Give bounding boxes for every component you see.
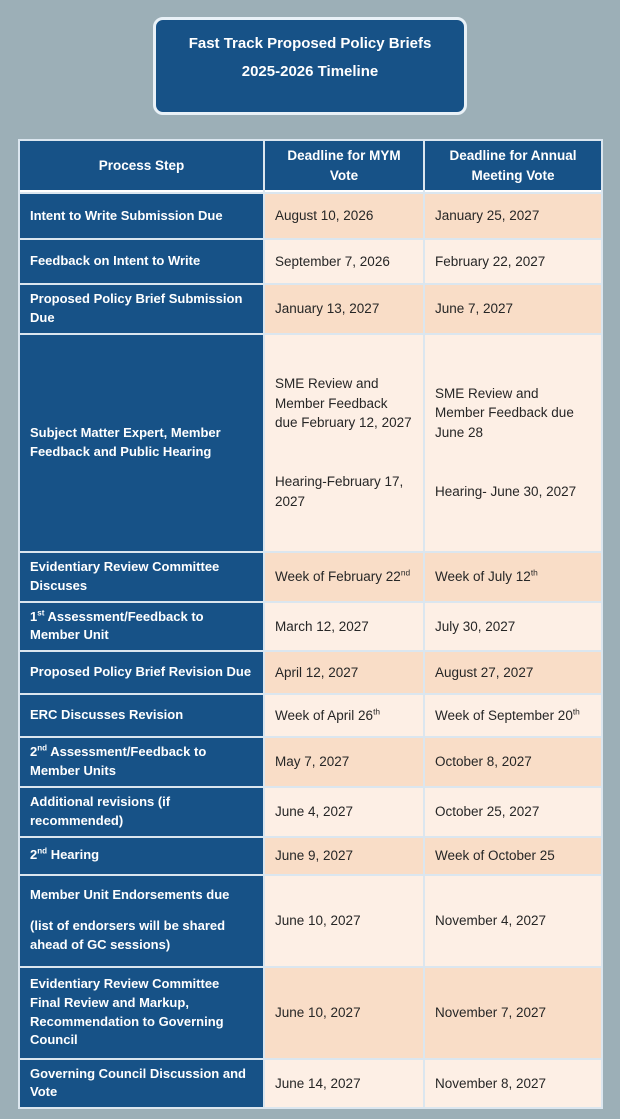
text-segment: Deadline for Annual Meeting Vote <box>449 148 577 183</box>
text-segment: Member Unit Endorsements due <box>30 887 230 903</box>
text-segment: Deadline for MYM Vote <box>287 148 401 183</box>
annual-deadline-cell <box>425 603 601 651</box>
annual-deadline-cell <box>425 1060 601 1108</box>
annual-deadline-cell <box>425 285 601 333</box>
process-step-cell <box>20 652 263 693</box>
text-segment: Feedback on Intent to Write <box>30 253 201 269</box>
annual-deadline-cell <box>425 335 601 551</box>
text-segment: January 25, 2027 <box>435 208 540 224</box>
mym-deadline-cell <box>265 838 423 874</box>
process-step-cell <box>20 788 263 836</box>
text-segment: Week of April 26 <box>275 707 374 723</box>
mym-deadline-cell <box>265 738 423 786</box>
mym-deadline-cell <box>265 194 423 238</box>
text-segment: August 10, 2026 <box>275 208 374 224</box>
ordinal-superscript: nd <box>400 567 411 578</box>
mym-deadline-cell <box>265 335 423 551</box>
ordinal-superscript: st <box>37 608 45 618</box>
process-step-cell <box>20 553 263 601</box>
ordinal-superscript: nd <box>37 743 48 753</box>
mym-deadline-cell <box>265 1060 423 1108</box>
text-segment: Hearing-February 17, 2027 <box>275 474 404 509</box>
page-title-line-2: 2025-2026 Timeline <box>241 63 379 80</box>
text-segment: October 8, 2027 <box>435 754 532 770</box>
text-segment: Week of July 12 <box>435 568 531 584</box>
mym-deadline-cell <box>265 553 423 601</box>
header-cell-process-step <box>20 141 263 192</box>
text-segment: November 7, 2027 <box>435 1004 547 1020</box>
page-title-line-1: Fast Track Proposed Policy Briefs <box>188 35 432 52</box>
text-segment: June 10, 2027 <box>275 1004 361 1020</box>
text-segment: Week of October 25 <box>435 847 555 863</box>
text-segment: Additional revisions (if recommended) <box>30 793 171 828</box>
ordinal-superscript: th <box>373 706 381 717</box>
text-segment: May 7, 2027 <box>275 754 350 770</box>
text-segment: April 12, 2027 <box>275 664 359 680</box>
text-segment: June 7, 2027 <box>435 301 514 317</box>
process-step-cell <box>20 968 263 1058</box>
annual-deadline-cell <box>425 652 601 693</box>
annual-deadline-cell <box>425 553 601 601</box>
text-segment: Proposed Policy Brief Submission Due <box>30 291 243 325</box>
mym-deadline-cell <box>265 788 423 836</box>
text-segment: (list of endorsers will be shared ahead of GC sessions) <box>30 918 226 952</box>
ordinal-superscript: th <box>530 567 538 578</box>
ordinal-superscript: th <box>572 706 580 717</box>
text-segment: Evidentiary Review Committee Discuses <box>30 558 220 593</box>
text-segment: October 25, 2027 <box>435 803 540 819</box>
process-step-cell <box>20 1060 263 1108</box>
text-segment: Proposed Policy Brief Revision Due <box>30 664 252 680</box>
annual-deadline-cell <box>425 838 601 874</box>
text-segment: August 27, 2027 <box>435 664 534 680</box>
header-cell-annual-meeting-vote <box>425 141 601 192</box>
annual-deadline-cell <box>425 876 601 966</box>
text-segment: June 4, 2027 <box>275 803 354 819</box>
process-step-cell <box>20 194 263 238</box>
annual-deadline-cell <box>425 788 601 836</box>
text-segment: SME Review and Member Feedback due June 28 <box>435 385 574 441</box>
text-segment: June 14, 2027 <box>275 1075 361 1091</box>
process-step-cell <box>20 738 263 786</box>
text-segment: Hearing <box>47 847 100 863</box>
mym-deadline-cell <box>265 240 423 283</box>
text-segment: Subject Matter Expert, Member Feedback and Public Hearing <box>30 424 221 459</box>
text-segment: Week of September 20 <box>435 707 573 723</box>
process-step-cell <box>20 335 263 551</box>
text-segment: Assessment/Feedback to Member Units <box>30 744 207 779</box>
process-step-cell <box>20 838 263 874</box>
text-segment: Hearing- June 30, 2027 <box>435 484 577 500</box>
text-segment: November 8, 2027 <box>435 1075 547 1091</box>
text-segment: February 22, 2027 <box>435 253 546 269</box>
text-segment: Evidentiary Review Committee Final Review and Markup, Recommendation to Governing Council <box>30 975 224 1048</box>
text-segment: 2 <box>30 847 38 863</box>
ordinal-superscript: nd <box>37 846 48 856</box>
header-cell-mym-vote <box>265 141 423 192</box>
process-step-cell <box>20 285 263 333</box>
text-segment: 2 <box>30 744 38 760</box>
text-segment: Week of February 22 <box>275 568 401 584</box>
mym-deadline-cell <box>265 652 423 693</box>
text-segment: November 4, 2027 <box>435 912 547 928</box>
annual-deadline-cell <box>425 695 601 736</box>
text-segment: 1 <box>30 608 38 624</box>
text-segment: September 7, 2026 <box>275 253 390 269</box>
text-segment: Assessment/Feedback to Member Unit <box>30 608 204 643</box>
text-segment: Process Step <box>98 157 185 173</box>
text-segment: July 30, 2027 <box>435 618 516 634</box>
text-segment: Intent to Write Submission Due <box>30 207 223 223</box>
mym-deadline-cell <box>265 876 423 966</box>
process-step-cell <box>20 876 263 966</box>
process-step-cell <box>20 240 263 283</box>
text-segment: January 13, 2027 <box>275 301 380 317</box>
process-step-cell <box>20 603 263 651</box>
timeline-table <box>18 139 603 1109</box>
text-segment: March 12, 2027 <box>275 618 369 634</box>
text-segment: ERC Discusses Revision <box>30 707 184 723</box>
text-segment: June 10, 2027 <box>275 912 361 928</box>
annual-deadline-cell <box>425 738 601 786</box>
annual-deadline-cell <box>425 194 601 238</box>
text-segment: SME Review and Member Feedback due February 12, 2027 <box>275 376 412 431</box>
mym-deadline-cell <box>265 285 423 333</box>
text-segment: June 9, 2027 <box>275 847 354 863</box>
mym-deadline-cell <box>265 603 423 651</box>
text-segment: Governing Council Discussion and Vote <box>30 1065 246 1100</box>
annual-deadline-cell <box>425 240 601 283</box>
mym-deadline-cell <box>265 695 423 736</box>
annual-deadline-cell <box>425 968 601 1058</box>
mym-deadline-cell <box>265 968 423 1058</box>
process-step-cell <box>20 695 263 736</box>
page-title-box <box>153 17 467 115</box>
